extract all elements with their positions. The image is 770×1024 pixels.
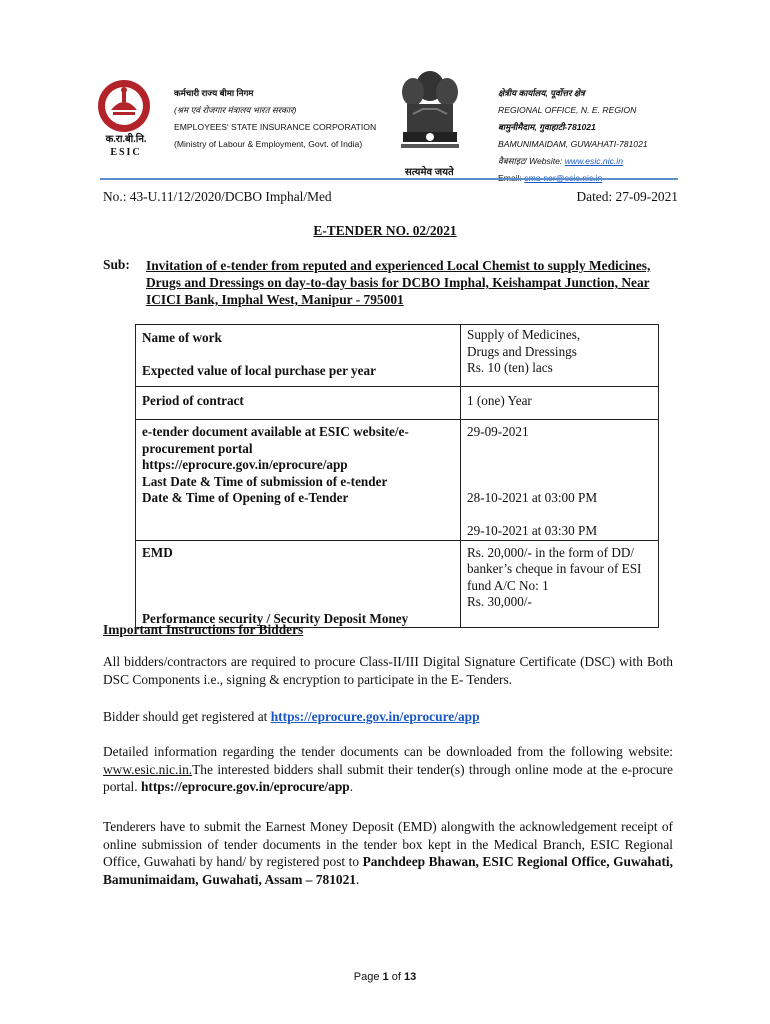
- header-left: [174, 85, 376, 153]
- table-value: Rs. 20,000/- in the form of DD/ banker’s cheque in favour of ESI fund A/C No: 1 Rs. 30,000/-: [461, 540, 659, 628]
- national-emblem: [393, 64, 467, 171]
- table-value: 1 (one) Year: [461, 387, 659, 420]
- org-hindi-name: कर्मचारी राज्य बीमा निगम: [174, 88, 254, 98]
- reference-number: No.: 43-U.11/12/2020/DCBO Imphal/Med: [103, 189, 332, 204]
- org-name: EMPLOYEES' STATE INSURANCE CORPORATION: [174, 122, 377, 132]
- table-row: [136, 420, 659, 541]
- table-value: Supply of Medicines, Drugs and Dressings Rs. 10 (ten) lacs: [461, 325, 659, 387]
- website-label: वैबसाइट/ Website:: [498, 156, 563, 166]
- subject-label: Sub:: [103, 257, 130, 272]
- instruction-paragraph-emd: [103, 818, 673, 888]
- date-line: Dated: 27-09-2021: [576, 189, 678, 204]
- emd-text: Tenderers have to submit the Earnest Money Deposit (EMD) alongwith the acknowledgement receipt of online submission of tender documents in the tender box kept in the Medical Branch, ESIC Regional Office, Guwahati by hand/ by registered post to: [103, 819, 673, 869]
- table-row: [136, 387, 659, 420]
- submit-text: The interested bidders shall submit their tender(s) through online mode at the e-procure portal.: [103, 761, 673, 794]
- header-right: [498, 85, 648, 187]
- header-rule: [100, 178, 678, 180]
- website-link[interactable]: www.esic.nic.in: [564, 156, 623, 166]
- office-name: REGIONAL OFFICE, N. E. REGION: [498, 105, 637, 115]
- instruction-paragraph-dsc: All bidders/contractors are required to procure Class-II/III Digital Signature Certificate (DSC) with Both DSC Components i.e., signing & encryption to participate in the E- Tenders.: [103, 654, 673, 687]
- instruction-paragraph-register: [103, 708, 673, 726]
- page-number: 1: [382, 971, 389, 983]
- table-key: Name of work Expected value of local purchase per year: [136, 325, 461, 387]
- page-total: 13: [403, 971, 417, 983]
- register-text: Bidder should get registered at: [103, 709, 271, 724]
- page-prefix: Page: [353, 971, 383, 983]
- download-end: .: [349, 779, 354, 794]
- instructions-heading: Important Instructions for Bidders: [103, 622, 304, 637]
- tender-title: E-TENDER NO. 02/2021: [313, 223, 457, 238]
- esic-website-link[interactable]: www.esic.nic.in.: [103, 761, 193, 777]
- page-footer: [0, 971, 770, 983]
- download-text: Detailed information regarding the tender documents can be downloaded from the following website:: [103, 744, 673, 759]
- table-row: [136, 325, 659, 387]
- table-row: [136, 540, 659, 628]
- instruction-paragraph-download: [103, 743, 673, 796]
- table-value: 29-09-2021 28-10-2021 at 03:00 PM 29-10-2021 at 03:30 PM: [461, 420, 659, 541]
- tender-details-table: [135, 324, 659, 628]
- address: BAMUNIMAIDAM, GUWAHATI-781021: [498, 139, 648, 149]
- table-key: e-tender document available at ESIC website/e- procurement portal https://eprocure.gov.in/eprocure/app Last Date & Time of submission of e-tender Date & Time of Opening of e-Tender: [136, 420, 461, 541]
- emd-end: .: [355, 871, 360, 887]
- eprocure-link[interactable]: https://eprocure.gov.in/eprocure/app: [270, 709, 480, 724]
- esic-logo-icon: [95, 78, 153, 134]
- logo-abbr: ESIC: [110, 147, 142, 158]
- emd-address: Panchdeep Bhawan, ESIC Regional Office, Guwahati, Bamunimaidam, Guwahati, Assam – 781021: [103, 854, 673, 887]
- website-line: [498, 153, 648, 170]
- table-key: Period of contract: [136, 387, 461, 420]
- table-key: EMD Performance security / Security Deposit Money: [136, 540, 461, 628]
- esic-logo: [95, 78, 153, 139]
- emblem-caption: सत्यमेव जयते: [405, 167, 454, 178]
- page-of: of: [388, 971, 404, 983]
- ministry-name: (Ministry of Labour & Employment, Govt. of India): [174, 139, 363, 149]
- logo-hindi-abbr: क.रा.बी.नि.: [105, 134, 147, 145]
- national-emblem-icon: [393, 64, 467, 166]
- logo-caption: [100, 133, 152, 159]
- address-hindi: बामुनीमैदाम, गुवाहाटी-781021: [498, 122, 596, 132]
- ministry-hindi: (श्रम एवं रोजगार मंत्रालय भारत सरकार): [174, 105, 297, 115]
- eprocure-portal-link[interactable]: https://eprocure.gov.in/eprocure/app: [140, 779, 350, 794]
- subject-text: Invitation of e-tender from reputed and experienced Local Chemist to supply Medicines, Drugs and Dressings on day-to-day basis for DCBO Imphal, Keishampat Junction, Near ICICI Bank, Imphal West, Manipur - 795001: [146, 258, 651, 307]
- office-hindi: क्षेत्रीय कार्यालय, पूर्वोत्तर क्षेत्र: [498, 88, 585, 98]
